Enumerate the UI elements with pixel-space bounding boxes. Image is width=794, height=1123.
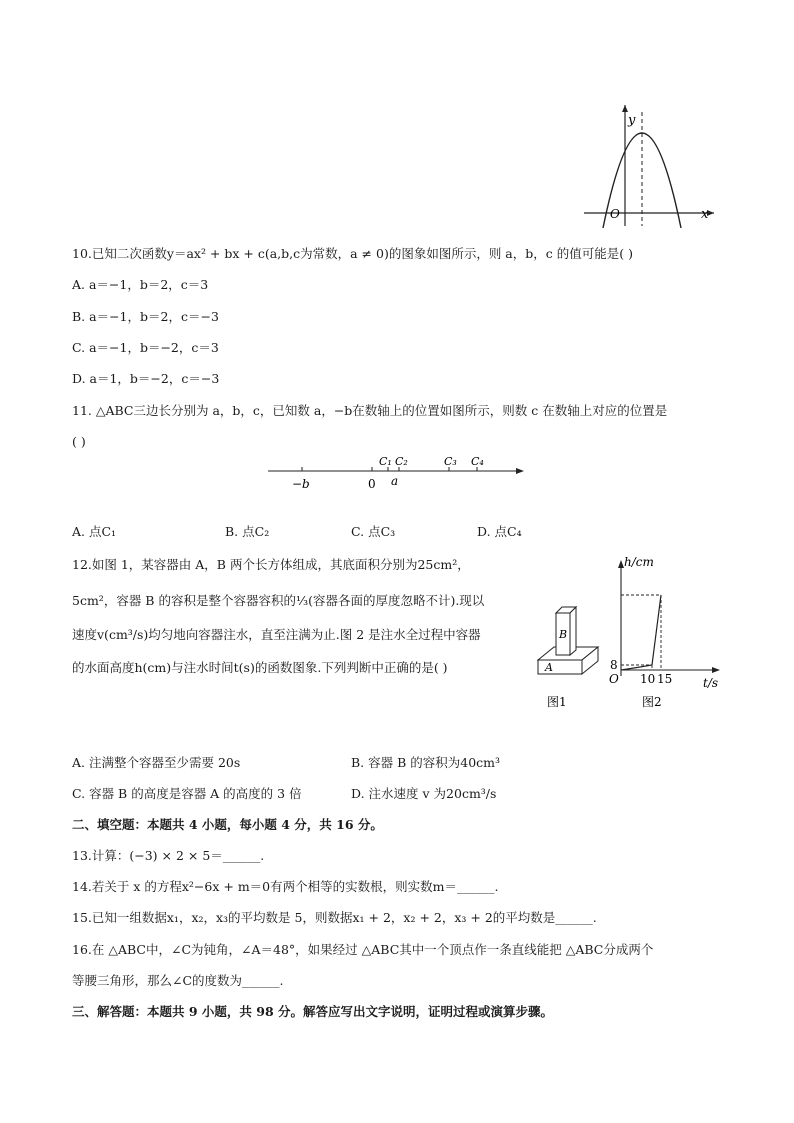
q12-option-b: B. 容器 B 的容积为40cm³ bbox=[351, 755, 501, 770]
q12-line2: 5cm²，容器 B 的容积是整个容器容积的⅓(容器各面的厚度忽略不计).现以 bbox=[72, 593, 485, 608]
q13: 13.计算：(−3) × 2 × 5＝______. bbox=[72, 848, 265, 863]
q12-line1: 12.如图 1，某容器由 A，B 两个长方体组成，其底面积分别为25cm²， bbox=[72, 557, 470, 572]
h-axis-label: h/cm bbox=[624, 555, 654, 569]
t-axis-arrow bbox=[712, 667, 720, 673]
label-c4: C₄ bbox=[471, 455, 484, 468]
q12-line4: 的水面高度h(cm)与注水时间t(s)的函数图象.下列判断中正确的是( ) bbox=[72, 660, 448, 675]
section3-heading: 三、解答题：本题共 9 小题，共 98 分。解答应写出文字说明，证明过程或演算步骤。 bbox=[72, 1004, 554, 1019]
number-axis-arrow bbox=[516, 468, 524, 474]
q12-option-a: A. 注满整个容器至少需要 20s bbox=[72, 755, 241, 770]
q11-number-line bbox=[262, 452, 532, 492]
q10-option-c: C. a＝−1，b＝−2，c＝3 bbox=[72, 340, 219, 355]
q15: 15.已知一组数据x₁，x₂，x₃的平均数是 5，则数据x₁ + 2，x₂ + 2，x₃ + 2的平均数是______. bbox=[72, 910, 597, 925]
q14: 14.若关于 x 的方程x²−6x + m＝0有两个相等的实数根，则实数m＝______. bbox=[72, 879, 499, 894]
tick-label-15: 15 bbox=[657, 672, 673, 686]
tick-label-10: 10 bbox=[640, 672, 656, 686]
q10-stem: 10.已知二次函数y＝ax² + bx + c(a,b,c为常数，a ≠ 0)的图象如图所示，则 a，b，c 的值可能是( ) bbox=[72, 246, 633, 261]
q12-option-c: C. 容器 B 的高度是容器 A 的高度的 3 倍 bbox=[72, 786, 302, 801]
q16-line1: 16.在 △ABC中，∠C为钝角，∠A＝48°，如果经过 △ABC其中一个顶点作一条直线能把 △ABC分成两个 bbox=[72, 942, 654, 957]
q10-option-a: A. a＝−1，b＝2，c＝3 bbox=[72, 277, 209, 292]
q16-line2: 等腰三角形，那么∠C的度数为______. bbox=[72, 973, 284, 988]
y-axis-arrow bbox=[622, 105, 628, 112]
label-a: a bbox=[391, 474, 399, 488]
label-c2: C₂ bbox=[395, 455, 408, 468]
q11-option-d: D. 点C₄ bbox=[477, 524, 522, 539]
q11-option-b: B. 点C₂ bbox=[225, 524, 270, 539]
tower-b-side bbox=[570, 607, 576, 655]
q12-figure1-container bbox=[532, 600, 604, 712]
y-label: y bbox=[628, 113, 636, 128]
tick-label-8: 8 bbox=[610, 658, 618, 672]
origin-label: O bbox=[610, 207, 620, 221]
q10-option-d: D. a＝1，b＝−2，c＝−3 bbox=[72, 371, 220, 386]
label-neg-b: −b bbox=[292, 477, 310, 491]
q11-option-a: A. 点C₁ bbox=[72, 524, 117, 539]
q12-figure2-graph bbox=[604, 552, 730, 712]
q10-option-b: B. a＝−1，b＝2，c＝−3 bbox=[72, 309, 219, 324]
label-c1: C₁ bbox=[379, 455, 392, 468]
q10-parabola-graph bbox=[580, 100, 720, 230]
q12-option-d: D. 注水速度 v 为20cm³/s bbox=[351, 786, 497, 801]
label-a: A bbox=[545, 661, 553, 674]
x-label: x bbox=[701, 207, 709, 222]
t-axis-label: t/s bbox=[703, 676, 719, 690]
origin-label: O bbox=[609, 672, 619, 686]
label-zero: 0 bbox=[368, 477, 376, 491]
q11-stem-line2: ( ) bbox=[72, 434, 86, 449]
q12-line3: 速度v(cm³/s)均匀地向容器注水，直至注满为止.图 2 是注水全过程中容器 bbox=[72, 627, 481, 642]
label-b: B bbox=[559, 628, 568, 641]
water-height-curve bbox=[621, 595, 661, 670]
section2-heading: 二、填空题：本题共 4 小题，每小题 4 分，共 16 分。 bbox=[72, 817, 383, 832]
label-c3: C₃ bbox=[444, 455, 457, 468]
figure2-caption: 图2 bbox=[642, 695, 662, 709]
q11-stem-line1: 11. △ABC三边长分别为 a，b，c，已知数 a，−b在数轴上的位置如图所示，则数 c 在数轴上对应的位置是 bbox=[72, 403, 668, 418]
figure1-caption: 图1 bbox=[547, 695, 567, 709]
q11-option-c: C. 点C₃ bbox=[351, 524, 396, 539]
